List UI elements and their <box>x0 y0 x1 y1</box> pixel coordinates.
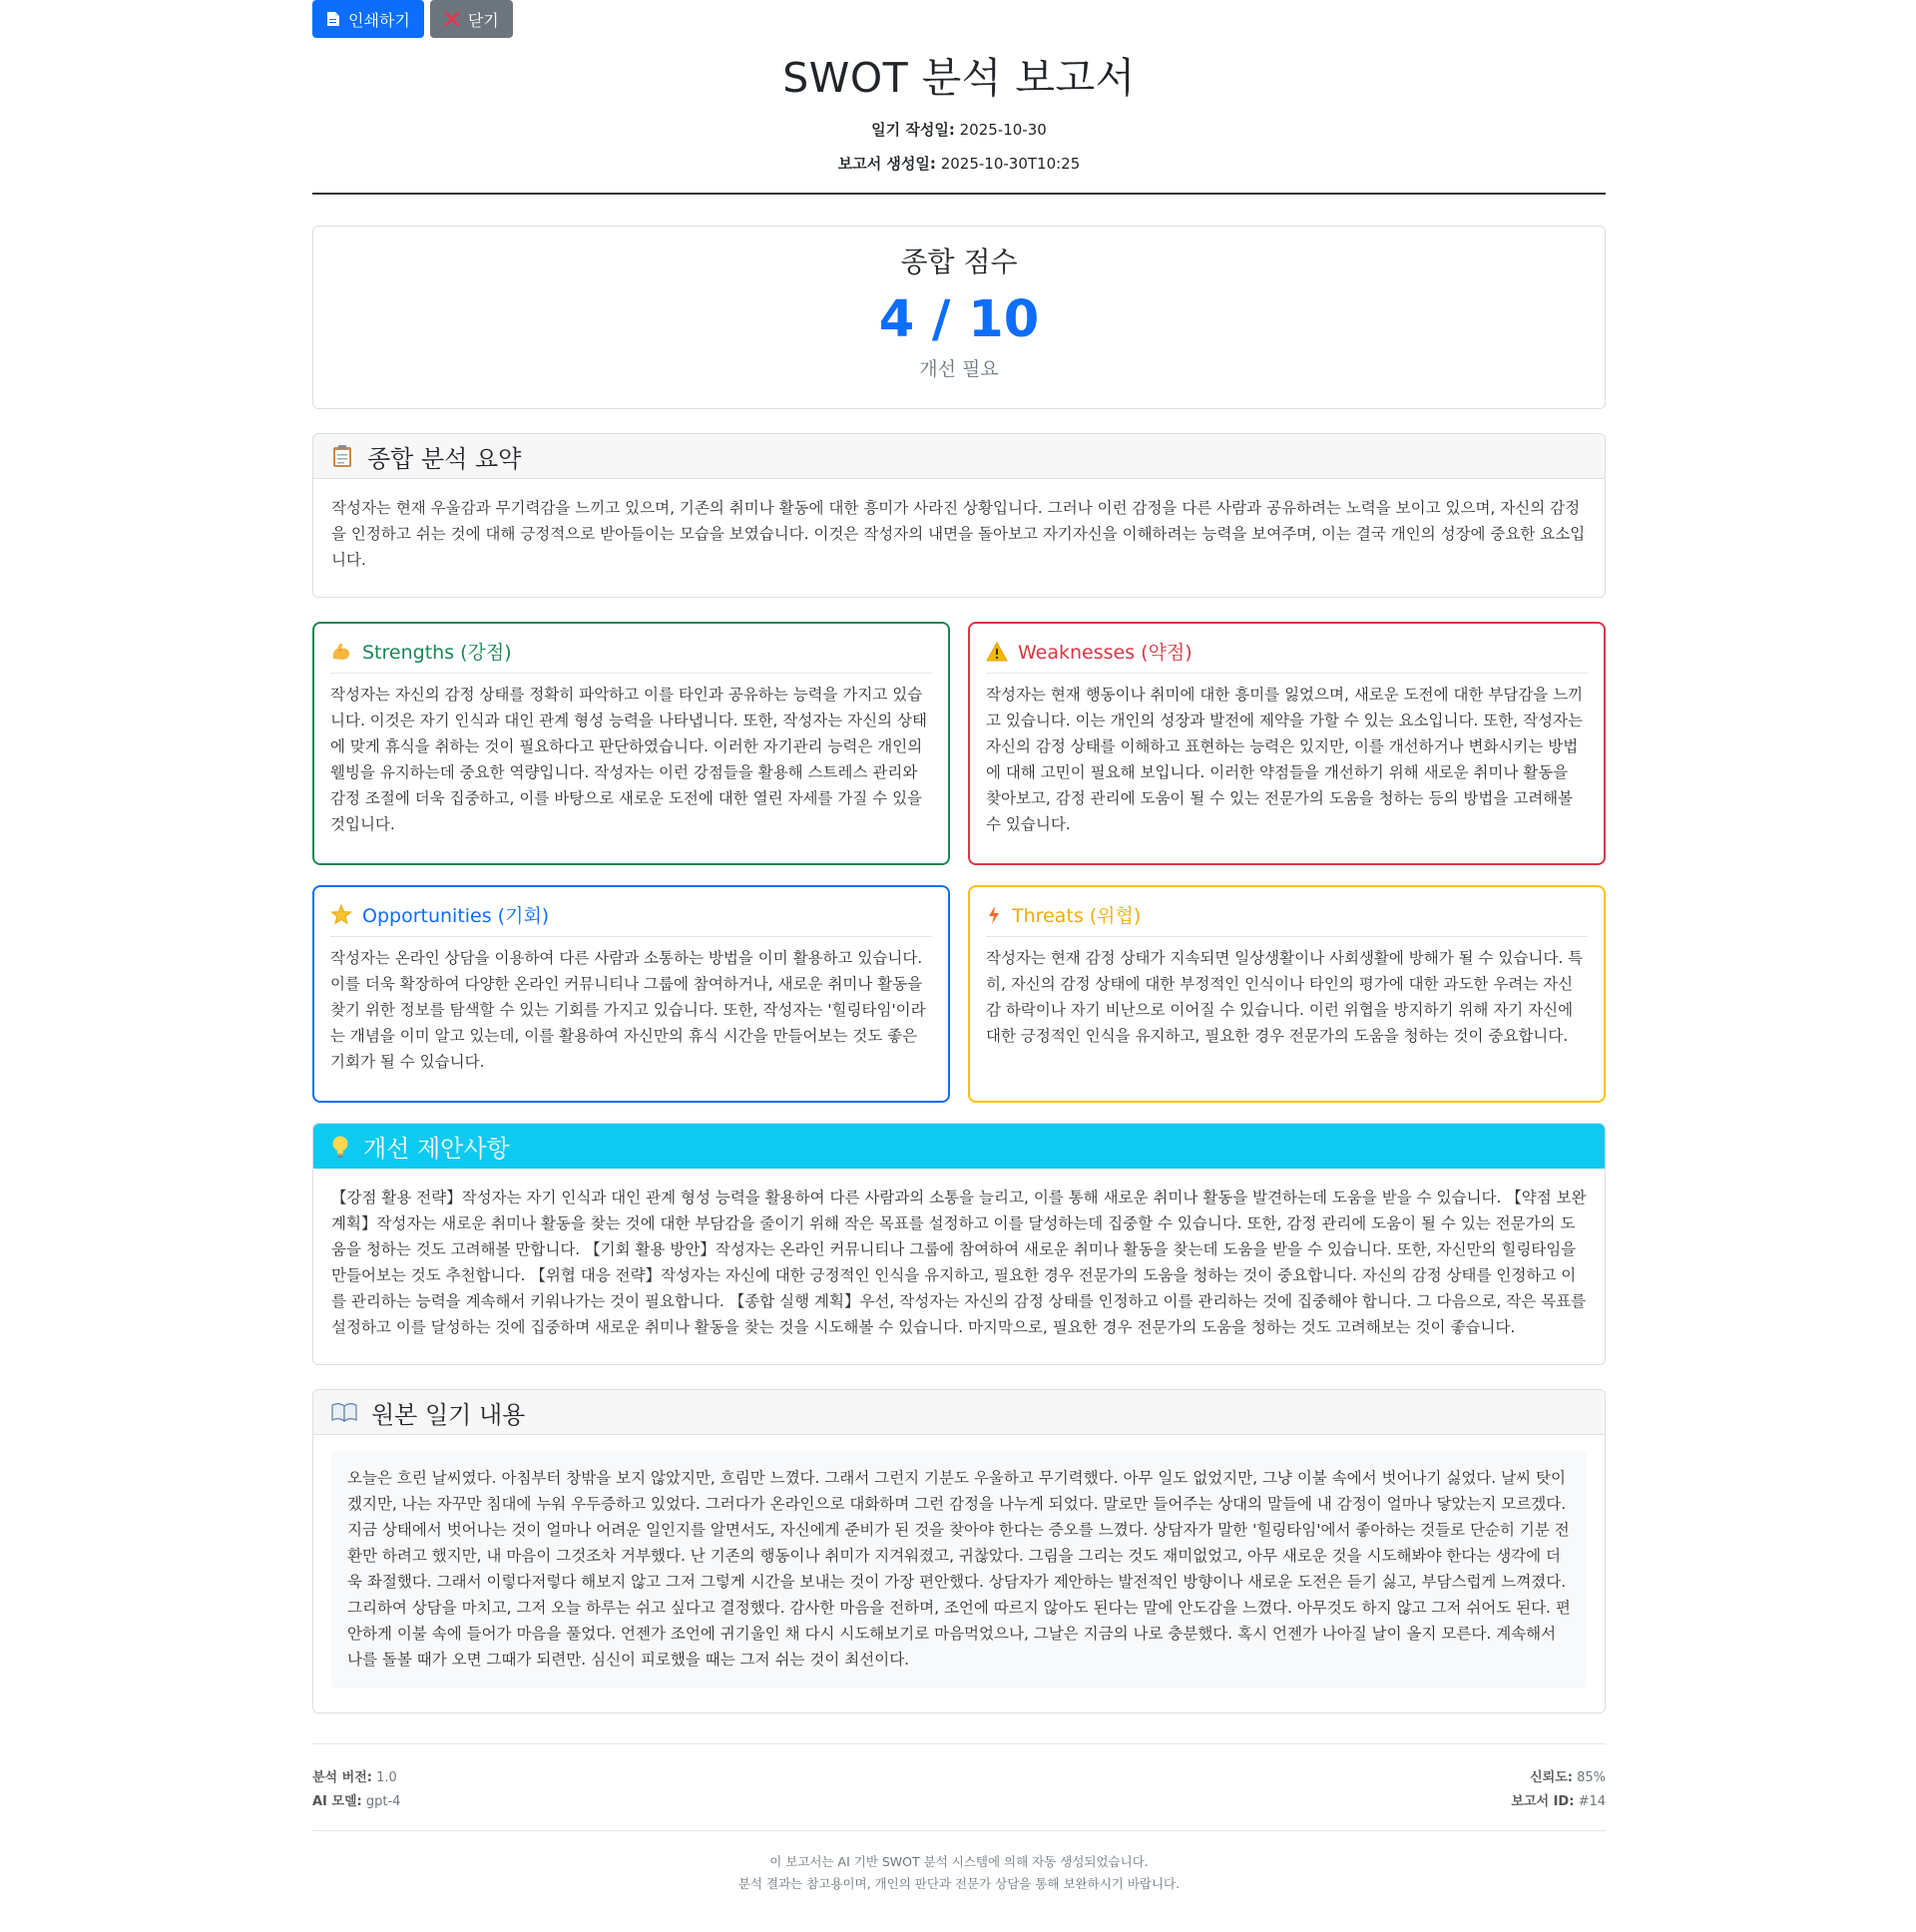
report-id-line <box>1511 1790 1606 1814</box>
strengths-card <box>312 622 950 865</box>
summary-section <box>312 433 1606 598</box>
strengths-title: Strengths (강점) <box>362 642 512 665</box>
page-title: SWOT 분석 보고서 <box>782 54 1136 102</box>
threats-header <box>986 901 1588 937</box>
clipboard-icon <box>331 444 353 468</box>
lightbulb-icon <box>331 1135 349 1159</box>
diary-date-label: 일기 작성일: <box>871 121 955 140</box>
suggestions-header <box>313 1124 1605 1169</box>
score-heading: 종합 점수 <box>900 245 1018 279</box>
strengths-header <box>330 638 932 674</box>
report-id-value: #14 <box>1578 1794 1606 1810</box>
diary-text: 오늘은 흐린 날씨였다. 아침부터 창밖을 보지 않았지만, 흐림만 느꼈다. 그래서 그런지 기분도 우울하고 무기력했다. 아무 일도 없었지만, 그냥 이불 속에서 벗어나기 싫었다. 날씨 탓이겠지만, 나는 자꾸만 침대에 누워 우두증하고 있었다. 그러다가 온라인으로 대화하며 그런 감정을 나누게 되었다. 말로만 들어주는 상대의 말들에 내 감정이 얼마나 닿았는지 모르겠다. 지금 상태에서 벗어나는 것이 얼마나 어려운 일인지를 알면서도, 자신에게 준비가 된 것을 찾아야 한다는 증오를 느꼈다. 상담자가 말한 '힐링타임'에서 좋아하는 것들로 단순히 기분 전환만 하려고 했지만, 내 마음이 그것조차 거부했다. 난 기존의 행동이나 취미가 지겨워졌고, 귀찮았다. 그림을 그리는 것도 재미없었고, 아무 새로운 것을 시도해봐야 한다는 생각에 더욱 좌절했다. 그래서 이렇다저렇다 해보지 않고 그저 그렇게 시간을 보내는 것이 가장 편안했다. 상담자가 제안하는 발전적인 방향이나 새로운 도전은 듣기 싫고, 부담스럽게 느껴졌다. 그리하여 상담을 마치고, 그저 오늘 하루는 쉬고 싶다고 결정했다. 감사한 마음을 전하며, 조언에 따르지 않아도 된다는 말에 안도감을 느꼈다. 아무것도 하지 않고 그저 쉬어도 된다. 편안하게 이불 속에 들어가 마음을 풀었다. 언젠가 조언에 귀기울인 채 다시 시도해보기로 마음먹었으나, 그날은 지금의 나로 충분했다. 혹시 언젠가 나아질 날이 올지 모른다. 계속해서 나를 돌볼 때가 오면 그때가 되련만. 심신이 피로했을 때는 그저 쉬는 것이 최선이다. <box>331 1451 1587 1689</box>
version-label: 분석 버전: <box>312 1770 372 1786</box>
report-id-label: 보고서 ID: <box>1511 1794 1575 1810</box>
close-button-label: 닫기 <box>467 10 499 30</box>
threats-card <box>968 885 1606 1103</box>
x-icon <box>444 11 460 27</box>
report-header <box>312 38 1606 195</box>
diary-body <box>313 1435 1605 1712</box>
diary-section <box>312 1389 1606 1713</box>
model-value: gpt-4 <box>365 1794 401 1810</box>
close-button[interactable] <box>430 0 513 38</box>
print-button[interactable] <box>312 0 424 38</box>
metadata-right <box>1511 1766 1606 1814</box>
print-button-label: 인쇄하기 <box>348 10 410 30</box>
confidence-label: 신뢰도: <box>1530 1770 1573 1786</box>
report-date-label: 보고서 생성일: <box>837 155 936 174</box>
weaknesses-header <box>986 638 1588 674</box>
report-date: 2025-10-30T10:25 <box>940 155 1081 174</box>
version-line <box>312 1766 400 1790</box>
report-date-line <box>312 147 1606 181</box>
toolbar <box>312 0 1606 38</box>
flexed-arm-icon <box>330 642 352 662</box>
model-line <box>312 1790 400 1814</box>
suggestions-section <box>312 1123 1606 1365</box>
strengths-text: 작성자는 자신의 감정 상태를 정확히 파악하고 이를 타인과 공유하는 능력을 가지고 있습니다. 이것은 자기 인식과 대인 관계 형성 능력을 나타냅니다. 또한, 작성자는 자신의 상태에 맞게 휴식을 취하는 것이 필요하다고 판단하였습니다. 이러한 자기관리 능력은 개인의 웰빙을 유지하는데 중요한 역량입니다. 작성자는 이런 강점들을 활용해 스트레스 관리와 감정 조절에 더욱 집중하고, 이를 바탕으로 새로운 도전에 대한 열린 자세를 가질 수 있을 것입니다. <box>330 686 927 834</box>
report-page <box>312 0 1606 1895</box>
lightning-icon <box>986 905 1002 925</box>
score-value: 4 / 10 <box>878 290 1040 350</box>
model-label: AI 모델: <box>312 1794 362 1810</box>
disclaimer-line-1: 이 보고서는 AI 기반 SWOT 분석 시스템에 의해 자동 생성되었습니다. <box>769 1854 1149 1870</box>
opportunities-card <box>312 885 950 1103</box>
swot-grid <box>312 622 1606 1103</box>
opportunities-title: Opportunities (기회) <box>362 905 550 928</box>
score-card <box>312 226 1606 409</box>
summary-text: 작성자는 현재 우울감과 무기력감을 느끼고 있으며, 기존의 취미나 활동에 대한 흥미가 사라진 상황입니다. 그러나 이런 감정을 다른 사람과 공유하려는 노력을 보이고 있으며, 자신의 감정을 인정하고 쉬는 것에 대해 긍정적으로 받아들이는 모습을 보였습니다. 이것은 작성자의 내면을 돌아보고 자기자신을 이해하려는 능력을 보여주며, 이는 결국 개인의 성장에 중요한 요소입니다. <box>331 499 1586 570</box>
open-book-icon <box>331 1402 357 1422</box>
confidence-line <box>1511 1766 1606 1790</box>
opportunities-text: 작성자는 온라인 상담을 이용하여 다른 사람과 소통하는 방법을 이미 활용하고 있습니다. 이를 더욱 확장하여 다양한 온라인 커뮤니티나 그룹에 참여하거나, 새로운 취미나 활동을 찾기 위한 정보를 탐색할 수 있는 기회를 가지고 있습니다. 또한, 작성자는 '힐링타임'이라는 개념을 이미 알고 있는데, 이를 활용하여 자신만의 휴식 시간을 만들어보는 것도 좋은 기회가 될 수 있습니다. <box>330 949 926 1072</box>
threats-title: Threats (위협) <box>1012 905 1142 928</box>
suggestions-title: 개선 제안사항 <box>363 1135 510 1164</box>
weaknesses-title: Weaknesses (약점) <box>1018 642 1193 665</box>
disclaimer <box>312 1830 1606 1895</box>
summary-header <box>313 434 1605 479</box>
weaknesses-card <box>968 622 1606 865</box>
header-divider <box>312 193 1606 195</box>
document-icon <box>326 11 340 27</box>
weaknesses-text: 작성자는 현재 행동이나 취미에 대한 흥미를 잃었으며, 새로운 도전에 대한 부담감을 느끼고 있습니다. 이는 개인의 성장과 발전에 제약을 가할 수 있는 요소입니다. 또한, 작성자는 자신의 감정 상태를 이해하고 표현하는 능력은 있지만, 이를 개선하거나 변화시키는 방법에 대해 고민이 필요해 보입니다. 이러한 약점들을 개선하기 위해 새로운 취미나 활동을 찾아보고, 감정 관리에 도움이 될 수 있는 전문가의 도움을 청하는 등의 방법을 고려해볼 수 있습니다. <box>986 686 1584 834</box>
report-metadata <box>312 1743 1606 1814</box>
confidence-value: 85% <box>1577 1770 1606 1786</box>
diary-title: 원본 일기 내용 <box>371 1400 526 1429</box>
threats-text: 작성자는 현재 감정 상태가 지속되면 일상생활이나 사회생활에 방해가 될 수 있습니다. 특히, 자신의 감정 상태에 대한 부정적인 인식이나 타인의 평가에 대한 과도한 우려는 자신감 하락이나 자기 비난으로 이어질 수 있습니다. 이런 위협을 방지하기 위해 자기 자신에 대한 긍정적인 인식을 유지하고, 필요한 경우 전문가의 도움을 청하는 것이 중요합니다. <box>986 949 1584 1046</box>
score-status: 개선 필요 <box>919 358 999 381</box>
diary-date-line <box>312 113 1606 147</box>
suggestions-text: 【강점 활용 전략】작성자는 자기 인식과 대인 관계 형성 능력을 활용하여 다른 사람과의 소통을 늘리고, 이를 통해 새로운 취미나 활동을 발견하는데 도움을 받을 수 있습니다. 【약점 보완 계획】작성자는 새로운 취미나 활동을 찾는 것에 대한 부담감을 줄이기 위해 작은 목표를 설정하고 이를 달성하는데 집중할 수 있습니다. 또한, 감정 관리에 도움이 될 수 있는 전문가의 도움을 청하는 것도 고려해볼 만합니다. 【기회 활용 방안】작성자는 온라인 커뮤니티나 그룹에 참여하여 새로운 취미나 활동을 찾는데 도움을 받을 수 있습니다. 또한, 자신만의 힐링타임을 만들어보는 것도 추천합니다. 【위협 대응 전략】작성자는 자신에 대한 긍정적인 인식을 유지하고, 필요한 경우 전문가의 도움을 청하는 것이 중요합니다. 자신의 감정 상태를 인정하고 이를 관리하는 능력을 계속해서 키워나가는 것이 필요합니다. 【종합 실행 계획】우선, 작성자는 자신의 감정 상태를 인정하고 이를 관리하는 것에 집중해야 합니다. 그 다음으로, 작은 목표를 설정하고 이를 달성하는 것에 집중하며 새로운 취미나 활동을 찾는 것을 시도해볼 수 있습니다. 마지막으로, 필요한 경우 전문가의 도움을 청하는 것도 고려해보는 것이 좋습니다. <box>331 1189 1587 1337</box>
warning-icon <box>986 642 1008 662</box>
version-value: 1.0 <box>376 1770 397 1786</box>
diary-date: 2025-10-30 <box>959 121 1047 140</box>
diary-header <box>313 1390 1605 1435</box>
disclaimer-line-2: 분석 결과는 참고용이며, 개인의 판단과 전문가 상담을 통해 보완하시기 바랍니다. <box>737 1876 1181 1892</box>
summary-title: 종합 분석 요약 <box>367 444 522 473</box>
metadata-left <box>312 1766 400 1814</box>
star-icon <box>330 904 352 925</box>
opportunities-header <box>330 901 932 937</box>
